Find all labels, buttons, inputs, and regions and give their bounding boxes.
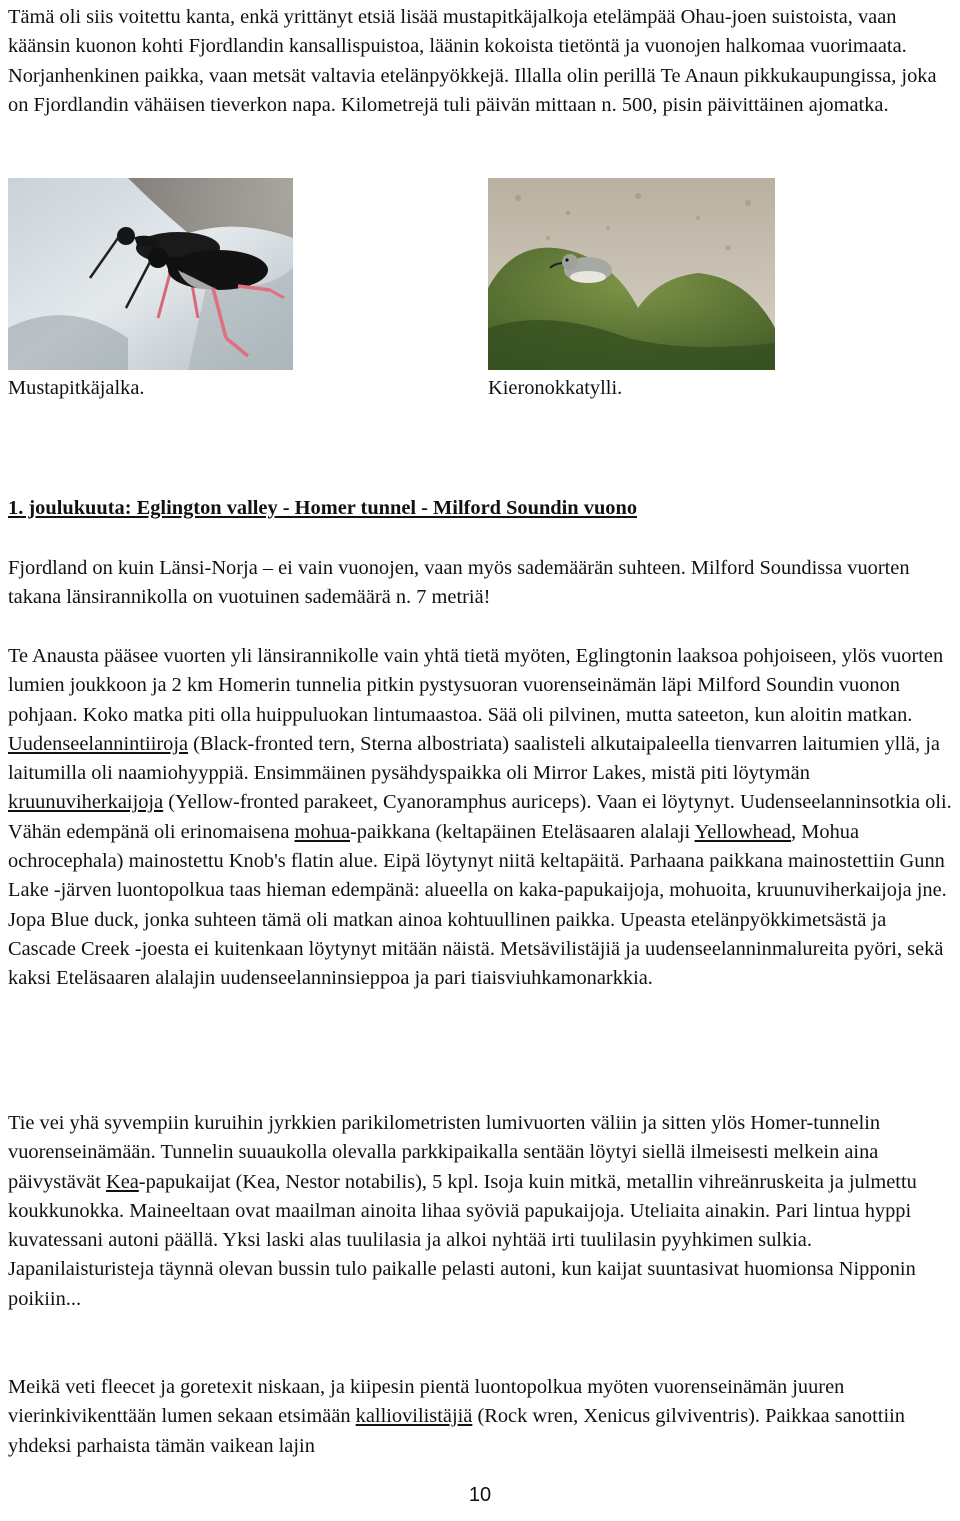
- route-text-2: (Black-fronted tern, Sterna albostriata) saalisteli alkutaipaleella tienvarren laitumien yllä, ja laitumilla oli naamiohyyppiä. Ensimmäinen pysähdyspaikka oli Mirror Lakes, mistä piti löytymän: [8, 732, 940, 785]
- stilt-photo: [8, 178, 293, 370]
- rock-wren-text-2: (Rock wren, Xenicus gilviventris). Paikkaa sanottiin yhdeksi parhaista tämän vaikean lajin: [8, 1405, 905, 1457]
- section-heading: 1. joulukuuta: Eglington valley - Homer tunnel - Milford Soundin vuono: [8, 497, 638, 519]
- rock-wren-text-1: Meikä veti fleecet ja goretexit niskaan, ja kiipesin pientä luontopolkua myöten vuorenseinämän juuren vierinkivikenttään lumen sekaan etsimään: [8, 1376, 845, 1428]
- wrybill-photo-image: [488, 178, 775, 370]
- route-text-1: Te Anausta pääsee vuorten yli länsirannikolle vain yhtä tietä myöten, Eglingtonin laaksoa pohjoiseen, ylös vuorten lumien joukkoon ja 2 km Homerin tunnelia pitkin pystysuoran vuorenseinämän läpi Milford Soundin vuonon pohjaan. Koko matka piti olla huippuluokan lintumaastoa. Sää oli pilvinen, mutta sateeton, kun aloitin matkan.: [8, 645, 944, 726]
- intro-paragraph: Tämä oli siis voitettu kanta, enkä yrittänyt etsiä lisää mustapitkäjalkoja etelämpää Ohau-joen suistoista, vaan käänsin kuonon kohti Fjordlandin kansallispuistoa, läänin kokoista tietöntä ja vuonojen halkomaa vuorimaata. Norjanhenkinen paikka, vaan metsät valtavia etelänpyökkejä. Illalla olin perillä Te Anaun pikkukaupungissa, joka on Fjordlandin vähäisen tieverkon napa. Kilometrejä tuli päivän mittaan n. 500, pisin päivittäinen ajomatka.: [8, 6, 937, 116]
- yellowhead-link[interactable]: Yellowhead: [694, 820, 792, 843]
- route-text-4: -paikkana (keltapäinen Eteläsaaren alalaji: [350, 820, 695, 843]
- rock-wren-paragraph: [8, 1373, 956, 1461]
- wrybill-photo: [488, 178, 775, 370]
- route-paragraph: [8, 642, 956, 994]
- stilt-caption: Mustapitkäjalka.: [8, 377, 145, 399]
- kea-link[interactable]: Kea: [105, 1170, 139, 1193]
- rainfall-paragraph: Fjordland on kuin Länsi-Norja – ei vain vuonojen, vaan myös sademäärän suhteen. Milford Soundissa vuorten takana länsirannikolla on vuotuinen sademäärä n. 7 metriä!: [8, 557, 910, 609]
- route-text-3: (Yellow-fronted parakeet, Cyanoramphus auriceps). Vaan ei löytynyt. Uudenseelanninsotkia oli. Vähän edempänä oli erinomaisena: [8, 791, 952, 843]
- route-text-5: , Mohua ochrocephala) mainostettu Knob's flatin alue. Eipä löytynyt niitä keltapäitä. Parhaana paikkana mainostettiin Gunn Lake -järven luontopolkua taas hieman edempänä: alueella on kaka-papukaijoja, mohuoita, kruunuviherkaijoja jne. Jopa Blue duck, jonka suhteen tämä oli matkan ainoa kohtuullinen paikka. Upeasta etelänpyökkimetsästä ja Cascade Creek -joesta ei kuitenkaan löytynyt mitään näistä. Metsävilistäjiä ja uudenseelanninmalureita pyöri, sekä kaksi Eteläsaaren alalajin uudenseelanninsieppoa ja pari tiaisviuhkamonarkkia.: [8, 820, 947, 990]
- parakeet-link[interactable]: kruunuviherkaijoja: [8, 791, 164, 814]
- kea-text-1: Tie vei yhä syvempiin kuruihin jyrkkien parikilometristen lumivuorten väliin ja sitten ylös Homer-tunnelin vuorenseinämään. Tunnelin suuaukolla olevalla parkkipaikalla sentään löytyi siellä ilmeisesti melkein aina päivystävät: [8, 1112, 881, 1193]
- tern-link[interactable]: Uudenseelannintiiroja: [8, 732, 189, 755]
- rock-wren-link[interactable]: kalliovilistäjiä: [355, 1405, 473, 1428]
- kea-text-2: -papukaijat (Kea, Nestor notabilis), 5 kpl. Isoja kuin mitkä, metallin vihreänruskeita ja julmettu koukkunokka. Maineeltaan ovat maailman ainoita lihaa syöviä papukaijoja. Uteliaita ainakin. Pari lintua hyppi kuvatessani autoni päällä. Yksi laski alas tuulilasia ja alkoi nyhtää irti tuulilasin pyyhkimen sulkia. Japanilaisturisteja täynnä olevan bussin tulo paikalle pelasti autoni, kun kaijat suuntasivat huomionsa Nipponin poikiin...: [8, 1170, 917, 1310]
- stilt-photo-image: [8, 178, 293, 370]
- wrybill-caption: Kieronokkatylli.: [488, 377, 623, 399]
- kea-paragraph: [8, 1109, 956, 1314]
- mohua-link[interactable]: mohua: [294, 820, 350, 843]
- page-number: 10: [468, 1484, 492, 1506]
